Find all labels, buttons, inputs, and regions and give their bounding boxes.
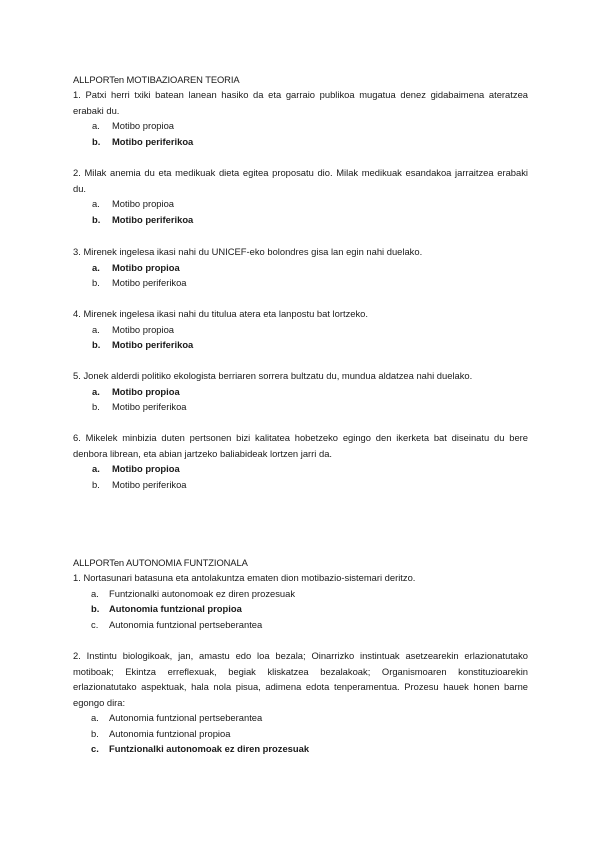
answer-option: a. Autonomia funtzional pertseberantea (91, 712, 263, 723)
answer-option-selected: c. Funtzionalki autonomoak ez diren prozesuak (91, 743, 310, 754)
question-text: 1. Nortasunari batasuna eta antolakuntza ematen dion motibazio-sistemari deritzo. (73, 572, 416, 583)
question-block (73, 306, 528, 353)
question-block (73, 87, 528, 149)
question-block (73, 165, 528, 227)
answer-option-selected: a. Motibo propioa (92, 385, 180, 397)
answer-option: a. Motibo propioa (92, 323, 175, 335)
section-title: ALLPORTen AUTONOMIA FUNTZIONALA (73, 557, 248, 568)
question-text: 3. Mirenek ingelesa ikasi nahi du UNICEF-eko bolondres gisa lan egin nahi duelako. (73, 246, 423, 257)
answer-option: a. Motibo propioa (92, 120, 175, 131)
question-text: 2. Milak anemia du eta medikuak dieta egitea proposatu dio. Milak medikuak esandakoa jarraitzea erabaki du. (73, 167, 528, 194)
question-text: 5. Jonek alderdi politiko ekologista berriaren sorrera bultzatu du, mundua aldatzea nahi duelako. (73, 370, 473, 381)
question-block (73, 570, 528, 632)
answer-option: b. Autonomia funtzional propioa (91, 727, 231, 739)
answer-option: b. Motibo periferikoa (92, 478, 187, 490)
section-title: ALLPORTen MOTIBAZIOAREN TEORIA (73, 74, 240, 85)
question-text: 6. Mikelek minbizia duten pertsonen bizi kalitatea hobetzeko egingo den ikerketa bat diseinatu du bere denbora librean, eta abian jartzeko baliabideak lortzen jarri da. (73, 432, 528, 459)
answer-option-selected: b. Motibo periferikoa (92, 339, 194, 350)
question-block (73, 648, 528, 757)
answer-option-selected: b. Autonomia funtzional propioa (91, 603, 242, 614)
answer-option: a. Funtzionalki autonomoak ez diren prozesuak (91, 587, 296, 599)
answer-option: c. Autonomia funtzional pertseberantea (91, 618, 263, 630)
answer-option: b. Motibo periferikoa (92, 401, 187, 412)
answer-option-selected: b. Motibo periferikoa (92, 135, 194, 147)
question-text: 2. Instintu biologikoak, jan, amastu edo loa bezala; Oinarrizko instintuak asetzearekin erlazionatutako motiboak; Ekintza erreflexuak, begiak kliskatzea bezalakoak; Organismoaren konstituzioarekin erlazionatutako aspektuak, hala nola pisua, adimena edota tenperamentua. Prozesu hauek honen barne egongo dira: (73, 650, 529, 708)
answer-option-selected: a. Motibo propioa (92, 463, 180, 474)
question-block (73, 368, 528, 415)
question-text: 1. Patxi herri txiki batean lanean hasiko da eta garraio publikoa mugatua denez gidabaimena ateratzea erabaki du. (73, 89, 528, 116)
answer-option-selected: b. Motibo periferikoa (92, 213, 194, 225)
answer-option: a. Motibo propioa (92, 198, 175, 209)
answer-option-selected: a. Motibo propioa (92, 261, 180, 273)
answer-option: b. Motibo periferikoa (92, 277, 187, 288)
question-block (73, 244, 528, 291)
question-text: 4. Mirenek ingelesa ikasi nahi du titulua atera eta lanpostu bat lortzeko. (73, 308, 368, 319)
question-block (73, 430, 528, 492)
